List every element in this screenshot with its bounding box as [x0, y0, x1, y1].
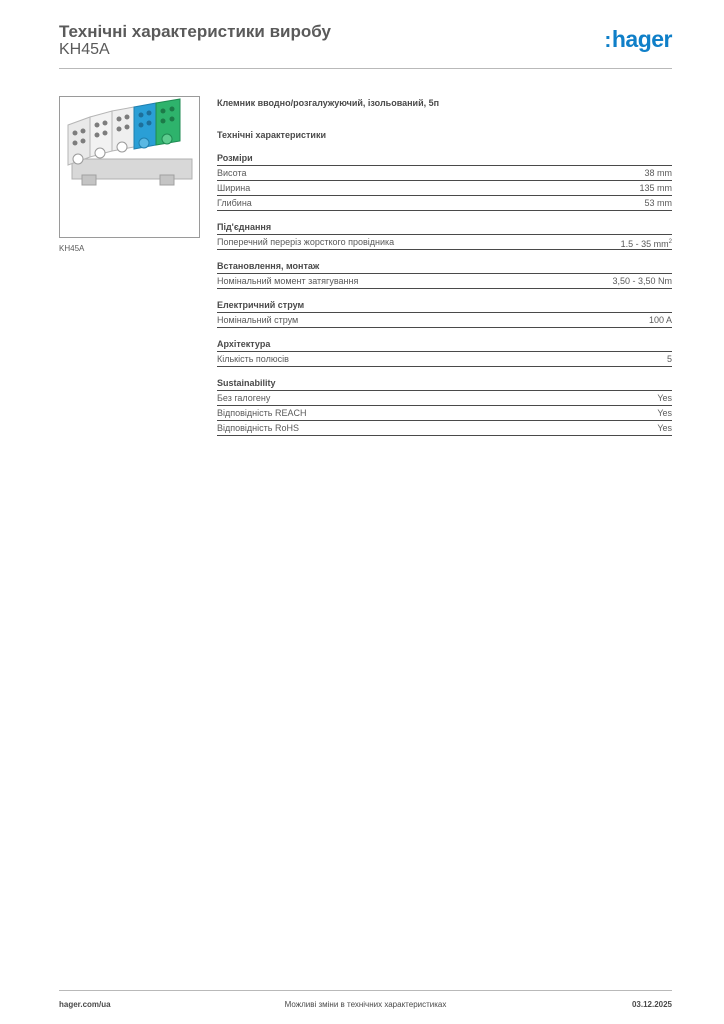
spec-value: 5	[666, 354, 672, 364]
terminal-block-illustration	[60, 97, 199, 237]
spec-label: Ширина	[217, 183, 251, 193]
spec-value: Yes	[657, 393, 672, 403]
group-title: Sustainability	[217, 378, 672, 391]
spec-heading: Технічні характеристики	[217, 130, 326, 140]
spec-label: Відповідність RoHS	[217, 423, 299, 433]
product-code: KH45A	[59, 41, 110, 58]
group-title: Архітектура	[217, 339, 672, 352]
spec-label: Кількість полюсів	[217, 354, 289, 364]
spec-value: 135 mm	[639, 183, 672, 193]
spec-row	[217, 235, 672, 250]
value-text: 1.5 - 35 mm	[620, 239, 669, 249]
spec-value	[621, 236, 672, 249]
logo-text: hager	[611, 26, 672, 52]
hager-logo[interactable]	[604, 26, 672, 53]
spec-value: 38 mm	[644, 168, 672, 178]
spec-value: 53 mm	[644, 198, 672, 208]
group-title: Під'єднання	[217, 222, 672, 235]
spec-group-current	[217, 300, 672, 328]
spec-row	[217, 313, 672, 328]
image-caption: KH45A	[59, 244, 85, 253]
product-description: Клемник вводно/розгалужуючий, ізольований, 5п	[217, 98, 440, 108]
spec-row	[217, 421, 672, 436]
spec-label: Глибина	[217, 198, 252, 208]
spec-row	[217, 181, 672, 196]
logo-colon: :	[604, 29, 611, 52]
spec-row	[217, 196, 672, 211]
spec-label: Номінальний струм	[217, 315, 299, 325]
spec-group-architecture	[217, 339, 672, 367]
spec-row	[217, 274, 672, 289]
spec-row	[217, 166, 672, 181]
spec-row	[217, 391, 672, 406]
spec-group-sustainability	[217, 378, 672, 436]
spec-label: Номінальний момент затягування	[217, 276, 359, 286]
footer-note: Можливі зміни в технічних характеристиках	[284, 1000, 447, 1009]
spec-value: Yes	[657, 408, 672, 418]
spec-row	[217, 352, 672, 367]
group-title: Електричний струм	[217, 300, 672, 313]
spec-label: Поперечний переріз жорсткого провідника	[217, 237, 395, 247]
page-header	[59, 20, 672, 68]
specifications-panel	[217, 96, 672, 436]
website-link[interactable]: hager.com/ua	[59, 1000, 111, 1009]
document-title: Технічні характеристики виробу	[59, 22, 331, 41]
spec-label: Висота	[217, 168, 247, 178]
product-image	[59, 96, 200, 238]
spec-group-dimensions	[217, 153, 672, 211]
spec-row	[217, 406, 672, 421]
group-title: Розміри	[217, 153, 672, 166]
footer-date: 03.12.2025	[631, 1000, 672, 1009]
spec-group-connection	[217, 222, 672, 250]
header-divider	[59, 68, 672, 69]
spec-label: Відповідність REACH	[217, 408, 307, 418]
spec-value: Yes	[657, 423, 672, 433]
spec-label: Без галогену	[217, 393, 271, 403]
footer-divider	[59, 990, 672, 991]
group-title: Встановлення, монтаж	[217, 261, 672, 274]
spec-value: 3,50 - 3,50 Nm	[612, 276, 672, 286]
spec-value: 100 A	[648, 315, 672, 325]
spec-group-installation	[217, 261, 672, 289]
value-superscript: 2	[668, 239, 672, 245]
